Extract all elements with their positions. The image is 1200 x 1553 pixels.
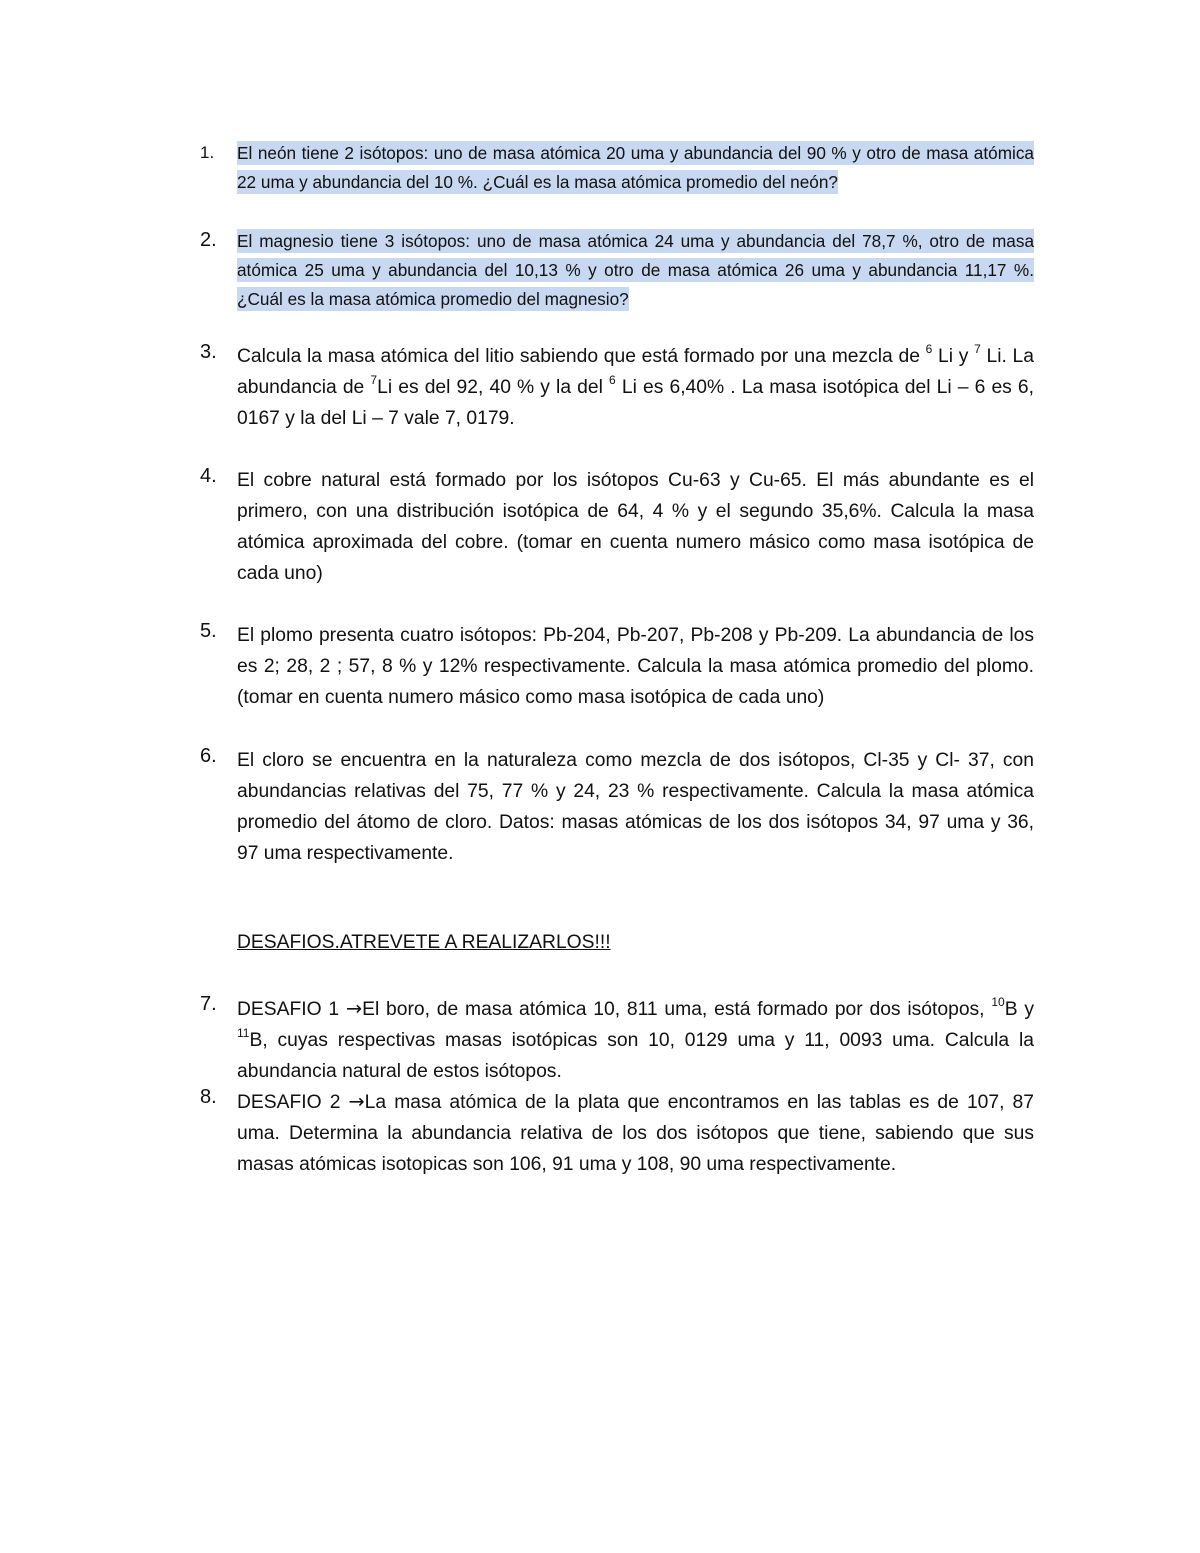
- highlighted-text: El magnesio tiene 3 isótopos: uno de masa atómica 24 uma y abundancia del 78,7 %, otro de masa atómica 25 uma y abundancia del 10,13 % y otro de masa atómica 26 uma y abundancia 11,17 %. ¿Cuál es la masa atómica promedio del magnesio?: [237, 231, 1034, 309]
- text-fragment: B y: [1004, 999, 1034, 1020]
- exercise-text: El cobre natural está formado por los isótopos Cu-63 y Cu-65. El más abundante es el primero, con una distribución isotópica de 64, 4 % y el segundo 35,6%. Calcula la masa atómica aproximada del cobre. (tomar en cuenta numero másico como masa isotópica de cada uno): [237, 470, 1034, 584]
- isotope-superscript: 11: [237, 1025, 250, 1040]
- challenges-heading: DESAFIOS.ATREVETE A REALIZARLOS!!!: [237, 932, 611, 953]
- text-fragment: El boro, de masa atómica 10, 811 uma, está formado por dos isótopos,: [362, 999, 985, 1020]
- exercise-text: [237, 227, 1034, 314]
- text-fragment: Li. La abundancia de: [237, 346, 1034, 398]
- text-fragment: Li es 6,40% . La masa isotópica del Li – 6 es 6, 0167 y la del Li – 7 vale 7, 0179.: [237, 377, 1035, 429]
- challenge-label: DESAFIO 1: [237, 999, 340, 1020]
- challenge-label: DESAFIO 2: [237, 1092, 341, 1113]
- text-fragment: Li es del 92, 40 % y la del: [377, 377, 603, 398]
- exercise-number: 8.: [200, 1086, 217, 1108]
- exercise-text: El plomo presenta cuatro isótopos: Pb-204, Pb-207, Pb-208 y Pb-209. La abundancia de los es 2; 28, 2 ; 57, 8 % y 12% respectivamente. Calcula la masa atómica promedio del plomo. (tomar en cuenta numero másico como masa isotópica de cada uno): [237, 625, 1034, 708]
- exercise-text: [237, 341, 1034, 434]
- isotope-superscript: 7: [974, 341, 981, 356]
- challenge-text: [237, 1086, 1034, 1180]
- arrow-right-icon: →: [348, 1090, 365, 1113]
- isotope-superscript: 6: [609, 372, 616, 387]
- exercise-text: El cloro se encuentra en la naturaleza como mezcla de dos isótopos, Cl-35 y Cl- 37, con abundancias relativas del 75, 77 % y 24, 23 % respectivamente. Calcula la masa atómica promedio del átomo de cloro. Datos: masas atómicas de los dos isótopos 34, 97 uma y 36, 97 uma respectivamente.: [237, 750, 1034, 864]
- text-fragment: Calcula la masa atómica del litio sabiendo que está formado por una mezcla de: [237, 346, 920, 367]
- highlighted-text: El neón tiene 2 isótopos: uno de masa atómica 20 uma y abundancia del 90 % y otro de masa atómica 22 uma y abundancia del 10 %. ¿Cuál es la masa atómica promedio del neón?: [237, 143, 1034, 192]
- exercise-number: 4.: [200, 465, 217, 487]
- exercise-number: 5.: [200, 620, 217, 642]
- text-fragment: Li y: [938, 346, 969, 367]
- exercise-number: 7.: [200, 993, 217, 1015]
- text-fragment: La masa atómica de la plata que encontramos en las tablas es de 107, 87 uma. Determina la abundancia relativa de los dos isótopos que tiene, sabiendo que sus masas atómicas isotopicas son 106, 91 uma y 108, 90 uma respectivamente.: [237, 1092, 1034, 1175]
- exercise-number: 1.: [200, 143, 215, 162]
- exercise-text: [237, 139, 1034, 197]
- isotope-superscript: 7: [370, 372, 378, 387]
- exercise-number: 2.: [200, 229, 217, 251]
- isotope-superscript: 10: [991, 994, 1005, 1009]
- challenge-text: [237, 993, 1034, 1087]
- exercise-number: 3.: [200, 341, 217, 363]
- text-fragment: B, cuyas respectivas masas isotópicas son 10, 0129 uma y 11, 0093 uma. Calcula la abundancia natural de estos isótopos.: [237, 1030, 1034, 1082]
- arrow-right-icon: →: [345, 997, 363, 1020]
- exercise-number: 6.: [200, 745, 217, 767]
- isotope-superscript: 6: [925, 341, 933, 356]
